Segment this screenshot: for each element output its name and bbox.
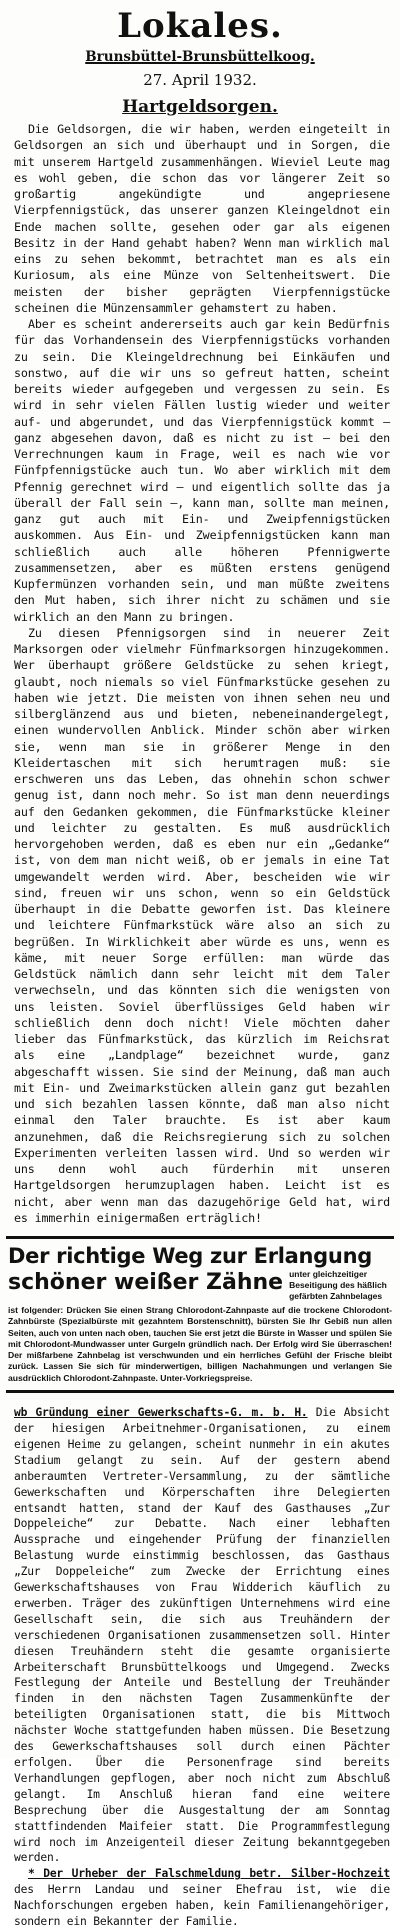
article-paragraph: Zu diesen Pfennigsorgen sind in neuerer Zeit Marksorgen oder vielmehr Fünfmarksorgen hinzugekommen. Wer überhaupt größere Geldstücke zu sehen kriegt, glaubt, noch niemals so viel Fünfmarkstücke gesehen zu haben wie jetzt. Die meisten von ihnen sehen neu und silberglänzend aus und bieten, nebeneinandergelegt, einen wundervollen Anblick. Minder schön aber wirken sie, wenn man sie in größerer Menge in den Kleidertaschen mit sich herumtragen muß: sie erschweren uns das Leben, das ohnehin schon schwer genug ist, dann noch mehr. So ist man denn neuerdings auf den Gedanken gekommen, die Fünfmarkstücke kleiner und leichter zu gestalten. Es muß ausdrücklich hervorgehoben werden, daß es eben nur ein „Gedanke“ ist, von dem man nicht weiß, ob er jemals in eine Tat umgewandelt werden wird. Aber, bescheiden wie wir sind, freuen wir uns schon, wenn so ein Geldstück überhaupt in die Debatte geworfen ist. Das kleinere und leichtere Fünfmarkstück wäre also an sich zu begrüßen. In Wirklichkeit aber würde es uns, wenn es käme, mit neuer Sorge erfüllen: man würde das Geldstück nämlich dann sehr leicht mit dem Taler verwechseln, und das könnten sich die wenigsten von uns leisten. Soviel überflüssiges Geld haben wir schließlich denn doch nicht! Viele möchten daher lieber das Fünfmarkstück, das kürzlich im Reichsrat als eine „Landplage“ bezeichnet wurde, ganz abgeschafft wissen. Sie sind der Meinung, daß man auch mit Ein- und Zweimarkstücken allein ganz gut bezahlen und sich bezahlen lassen könnte, daß man also nicht einmal den Taler brauchte. Es ist aber kaum anzunehmen, daß die Reichsregierung sich zu solchen Experimenten verleiten lassen wird. Und so werden wir uns denn wohl auch fürderhin mit unseren Hartgeldsorgen herumzuplagen haben. Leicht ist es nicht, aber wenn man das dazugehörige Geld hat, wird es immerhin einigermaßen erträglich! bbox=[14, 625, 390, 1225]
article-hartgeldsorgen bbox=[0, 118, 400, 1226]
article-paragraph: Aber es scheint andererseits auch gar kein Bedürfnis für das Vorhandensein des Vierpfennigstücks vorhanden zu sein. Die Kleingeldrechnung bei Einkäufen und sonstwo, auf die wir uns so gefreut hatten, scheint bereits wieder aufgegeben und vergessen zu sein. Es wird in sehr vielen Fällen lustig wieder und weiter auf- und abgerundet, und das Vierpfennigstück kommt — ganz abgesehen davon, daß es nicht zu ist — bei den Verrechnungen kaum in Frage, weil es nach wie vor Fünfpfennigstücke auch tun. Wo aber wirklich mit dem Pfennig gerechnet wird — und eigentlich sollte das ja überall der Fall sein —, kann man, sollte man meinen, ganz gut auch mit Ein- und Zweipfennigstücken auskommen. Aus Ein- und Zweipfennigstücken kann man schließlich auch alle höheren Pfennigwerte zusammensetzen, aber es müßten erstens genügend Kupfermünzen vorhanden sein, und man müßte zweitens den Mut haben, sich ihrer nicht zu schämen und sie wirklich an den Mann zu bringen. bbox=[14, 317, 390, 624]
article-note bbox=[14, 1866, 390, 1930]
page-header bbox=[0, 0, 400, 118]
locality-subhead: Brunsbüttel-Brunsbüttelkoog. bbox=[85, 49, 315, 65]
ad-headline-row bbox=[8, 1269, 392, 1302]
article-paragraph: Die Geldsorgen, die wir haben, werden eingeteilt in Geldsorgen an sich und überhaupt und in Sorgen, die mit unserem Hartgeld zusammenhängen. Wieviel Leute mag es wohl geben, die schon das vor längerer Zeit so großartig angekündigte und angepriesene Vierpfennigstück, das unserer ganzen Kleingeldnot ein Ende machen sollte, gesehen oder gar als eigenen Besitz in der Hand gehabt haben? Wenn man wirklich mal eins zu sehen bekommt, betrachtet man es als ein Kuriosum, als eine Münze von Seltenheitswert. Die meisten der bisher geprägten Vierpfennigstücke scheinen die Münzensammler gehamstert zu haben. bbox=[14, 122, 390, 315]
ad-headline-second-line: schöner weißer Zähne bbox=[8, 1270, 284, 1295]
dateline: 27. April 1932. bbox=[143, 71, 257, 89]
ad-aside-text: unter gleichzeitiger Beseitigung des häßlich gefärbten Zahnbelages bbox=[289, 1269, 387, 1301]
article-title: Hartgeldsorgen. bbox=[122, 97, 278, 117]
section-masthead: Lokales. bbox=[117, 6, 283, 46]
note-body-text: des Herrn Landau und seiner Ehefrau ist, wie die Nachforschungen ergeben haben, kein Familienangehöriger, sondern ein Bekannter der Familie. bbox=[14, 1883, 390, 1929]
article-gewerkschaft bbox=[0, 1393, 400, 1930]
article-body-text: Die Absicht der hiesigen Arbeitnehmer-Organisationen, zu einem eigenen Heime zu gelangen, scheint nunmehr in ein akutes Stadium gelangt zu sein. Auf der gestern abend anberaumten Vertreter-Versammlung, zu der sämtliche Gewerkschaften und Körperschaften ihre Delegierten entsandt hatten, stand der Kauf des Gasthauses „Zur Doppeleiche“ zur Debatte. Nach einer lebhaften Aussprache und eingehender Prüfung der finanziellen Belastung wurde einstimmig beschlossen, das Gasthaus „Zur Doppeleiche“ zum Zwecke der Errichtung eines Gewerkschaftshauses von Frau Widderich käuflich zu erwerben. Träger des zukünftigen Unternehmens wird eine Gesellschaft sein, die sich aus Treuhändern der verschiedenen Organisationen zusammensetzen soll. Hinter diesen Treuhändern steht die gesamte organisierte Arbeiterschaft Brunsbüttelkoogs und Umgegend. Zwecks Festlegung der Anteile und Bestellung der Treuhänder finden in den nächsten Tagen Zusammenkünfte der beteiligten Organisationen statt, die bis Mittwoch nächster Woche stattgefunden haben müssen. Die Besetzung des Gewerkschaftshauses soll durch einen Pächter erfolgen. Über die Personenfrage sind bereits Verhandlungen gepflogen, aber noch nicht zum Abschluß gelangt. Im Anschluß hieran fand eine weitere Besprechung über die Ausgestaltung der am Sonntag stattfindenden Maifeier statt. Die Programmfestlegung wird noch im Anzeigenteil dieser Zeitung bekanntgegeben werden. bbox=[14, 1406, 390, 1865]
article-lead: wb Gründung einer Gewerkschafts-G. m. b. H. bbox=[14, 1406, 308, 1420]
note-lead: * Der Urheber der Falschmeldung betr. Silber-Hochzeit bbox=[28, 1867, 390, 1881]
ad-headline: Der richtige Weg zur Erlangung bbox=[8, 1244, 372, 1268]
ad-body-text: ist folgender: Drücken Sie einen Strang Chlorodont-Zahnpaste auf die trockene Chlorodont-Zahnbürste (Spezialbürste mit gezahntem Borstenschnitt), bürsten Sie Ihr Gebiß nun allen Seiten, auch von unten nach oben, tauchen Sie erst jetzt die Bürste in Wasser und spülen Sie mit Chlorodont-Mundwasser unter Gurgeln gründlich nach. Der Erfolg wird Sie überraschen! Der mißfarbene Zahnbelag ist verschwunden und ein herrliches Gefühl der Frische bleibt zurück. Lassen Sie sich für minderwertigen, billigen Nachahmungen und verlangen Sie ausdrücklich Chlorodont-Zahnpaste. Unter-Vorkriegspreise. bbox=[8, 1305, 392, 1383]
article-paragraph bbox=[14, 1405, 390, 1866]
chlorodont-advertisement bbox=[6, 1236, 394, 1393]
